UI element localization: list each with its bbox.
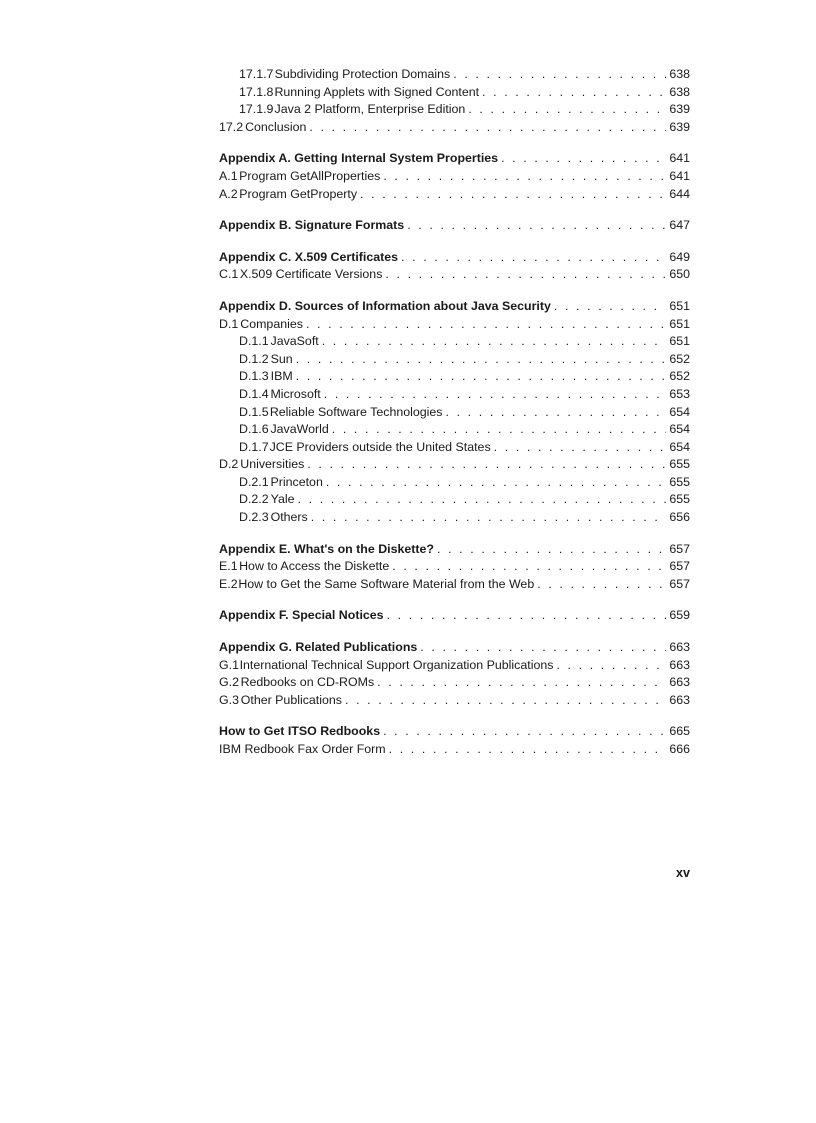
dot-leader [345, 692, 666, 710]
toc-entry-page: 666 [669, 742, 690, 756]
toc-entry [219, 491, 690, 509]
toc-entry [219, 657, 690, 675]
toc-entry-page: 665 [669, 724, 690, 739]
toc-entry-page: 656 [669, 510, 690, 525]
toc-entry [219, 386, 690, 404]
toc-entry-title: Appendix F. Special Notices [219, 608, 384, 623]
toc-entry-page: 655 [669, 457, 690, 472]
toc-entry-title: Sun [270, 351, 293, 366]
toc-entry-title: Appendix D. Sources of Information about Java Security [219, 298, 551, 313]
dot-leader [420, 639, 666, 657]
toc-entry-title: Appendix A. Getting Internal System Properties [219, 151, 499, 166]
toc-entry-number: D.1.4 [239, 386, 269, 401]
toc-entry [219, 316, 690, 334]
dot-leader [453, 66, 666, 84]
toc-entry-page: 651 [669, 316, 690, 331]
toc-entry-title: Other Publications [240, 692, 342, 707]
toc-entry [219, 741, 690, 759]
toc-entry-page: 655 [669, 492, 690, 507]
toc-entry-page: 654 [669, 439, 690, 454]
dot-leader [383, 723, 666, 741]
toc-entry-title: International Technical Support Organization Publications [239, 657, 554, 672]
toc-entry-number: 17.1.7 [239, 67, 274, 81]
dot-leader [306, 316, 666, 334]
toc-entry-number: G.3 [219, 692, 239, 707]
toc-entry-number: D.1.6 [239, 422, 269, 437]
toc-entry-title: How to Get the Same Software Material from the Web [238, 576, 535, 591]
toc-entry-number: G.2 [219, 675, 239, 690]
toc-entry-page: 663 [669, 675, 690, 690]
toc-entry-number: A.1 [219, 168, 238, 183]
toc-entry [219, 509, 690, 527]
toc-entry-number: D.2 [219, 457, 239, 472]
toc-entry [219, 119, 690, 137]
toc-entry-number: D.2.3 [239, 510, 269, 525]
dot-leader [389, 741, 667, 759]
toc-entry-title: How to Get ITSO Redbooks [219, 724, 381, 739]
dot-leader [332, 421, 667, 439]
toc-entry [219, 456, 690, 474]
toc-entry-number: 17.2 [219, 119, 244, 134]
toc-entry-title: Princeton [270, 474, 323, 489]
toc-entry-number: 17.1.8 [239, 84, 274, 99]
toc-entry-page: 651 [669, 334, 690, 349]
toc-entry-number: D.1.1 [239, 334, 269, 349]
toc-entry-title: JavaWorld [270, 422, 329, 437]
toc-entry-number: 17.1.9 [239, 102, 274, 117]
toc-entry-title: Yale [270, 492, 295, 507]
toc-appendix-entry [219, 639, 690, 657]
toc-entry-page: 639 [669, 102, 690, 117]
toc-entry-title: JavaSoft [270, 334, 319, 349]
toc-entry-title: Program GetProperty [239, 186, 358, 201]
dot-leader [322, 333, 667, 351]
toc-appendix-entry [219, 298, 690, 316]
dot-leader [296, 351, 667, 369]
dot-leader [296, 368, 667, 386]
toc-entry [219, 186, 690, 204]
toc-entry-number: D.1.2 [239, 351, 269, 366]
toc-entry-page: 651 [669, 298, 690, 313]
toc-entry-title: Companies [240, 316, 303, 331]
toc-entry [219, 692, 690, 710]
toc-entry [219, 266, 690, 284]
dot-leader [309, 119, 666, 137]
toc-appendix-entry [219, 217, 690, 235]
dot-leader [377, 674, 666, 692]
dot-leader [360, 186, 666, 204]
dot-leader [554, 298, 666, 316]
toc-entry-title: Program GetAllProperties [239, 168, 381, 183]
toc-entry [219, 474, 690, 492]
toc-entry-title: JCE Providers outside the United States [269, 439, 491, 454]
toc-entry-number: D.1.3 [239, 369, 269, 384]
dot-leader [468, 101, 666, 119]
toc-entry-page: 657 [669, 559, 690, 574]
toc-entry [219, 351, 690, 369]
dot-leader [407, 217, 666, 235]
toc-entry-number: D.1.7 [239, 439, 269, 454]
dot-leader [501, 150, 666, 168]
toc-entry-title: Java 2 Platform, Enterprise Edition [274, 102, 466, 117]
toc-entry-page: 654 [669, 404, 690, 419]
toc-entry-page: 663 [669, 657, 690, 672]
dot-leader [298, 491, 667, 509]
toc-entry-number: E.2 [219, 576, 238, 591]
toc-entry [219, 84, 690, 102]
toc-entry-page: 647 [669, 218, 690, 233]
toc-entry [219, 674, 690, 692]
toc-entry-page: 655 [669, 474, 690, 489]
toc-entry [219, 576, 690, 594]
toc-entry-page: 639 [669, 119, 690, 134]
toc-entry-page: 657 [669, 541, 690, 556]
toc-entry-title: Appendix E. What's on the Diskette? [219, 541, 434, 556]
dot-leader [482, 84, 666, 102]
toc-entry-page: 641 [669, 151, 690, 166]
toc-entry-title: Redbooks on CD-ROMs [240, 675, 375, 690]
toc-entry [219, 404, 690, 422]
toc-entry-page: 654 [669, 422, 690, 437]
toc-entry-page: 657 [669, 576, 690, 591]
toc-entry-title: X.509 Certificate Versions [239, 267, 383, 282]
toc-entry-title: How to Access the Diskette [239, 559, 390, 574]
dot-leader [446, 404, 667, 422]
dot-leader [383, 168, 666, 186]
toc-entry-title: Microsoft [270, 386, 321, 401]
toc-appendix-entry [219, 150, 690, 168]
toc-entry-title: Conclusion [245, 119, 307, 134]
dot-leader [385, 266, 666, 284]
toc-entry-page: 649 [669, 249, 690, 264]
toc-entry [219, 66, 690, 84]
toc-entry [219, 333, 690, 351]
toc-entry [219, 168, 690, 186]
dot-leader [537, 576, 666, 594]
dot-leader [311, 509, 667, 527]
toc-entry [219, 558, 690, 576]
toc-entry-page: 663 [669, 640, 690, 655]
page-number: xv [676, 866, 691, 880]
toc-entry-number: C.1 [219, 267, 239, 282]
toc-entry-page: 638 [669, 84, 690, 99]
toc-entry-number: D.1.5 [239, 404, 269, 419]
toc-entry-number: G.1 [219, 657, 239, 672]
toc-entry-title: Reliable Software Technologies [269, 404, 443, 419]
dot-leader [326, 474, 666, 492]
toc-appendix-entry [219, 249, 690, 267]
toc-entry-title: Appendix C. X.509 Certificates [219, 249, 399, 264]
toc-appendix-entry [219, 607, 690, 625]
toc-entry-title: IBM [270, 369, 293, 384]
toc-entry-page: 653 [669, 386, 690, 401]
toc-entry-title: IBM Redbook Fax Order Form [219, 742, 386, 756]
toc-entry-title: Universities [240, 457, 305, 472]
dot-leader [401, 249, 666, 267]
dot-leader [556, 657, 666, 675]
dot-leader [387, 607, 667, 625]
toc-entry-title: Running Applets with Signed Content [274, 84, 480, 99]
toc-entry-title: Subdividing Protection Domains [274, 67, 451, 81]
dot-leader [392, 558, 666, 576]
toc-entry [219, 101, 690, 119]
dot-leader [437, 541, 666, 559]
toc-entry-title: Appendix G. Related Publications [219, 640, 418, 655]
dot-leader [494, 439, 667, 457]
toc-entry-page: 663 [669, 692, 690, 707]
toc-entry-page: 652 [669, 351, 690, 366]
toc-entry-title: Others [270, 510, 308, 525]
toc-entry-number: E.1 [219, 559, 238, 574]
toc-entry-page: 644 [669, 186, 690, 201]
dot-leader [324, 386, 667, 404]
toc-appendix-entry [219, 723, 690, 741]
table-of-contents [219, 66, 690, 759]
toc-entry-page: 638 [669, 67, 690, 81]
toc-entry [219, 439, 690, 457]
toc-entry-number: A.2 [219, 186, 238, 201]
toc-entry [219, 421, 690, 439]
toc-entry-page: 650 [669, 267, 690, 282]
toc-entry-number: D.2.2 [239, 492, 269, 507]
toc-entry-page: 652 [669, 369, 690, 384]
toc-entry-page: 659 [669, 608, 690, 623]
toc-entry [219, 368, 690, 386]
toc-entry-number: D.1 [219, 316, 239, 331]
toc-entry-page: 641 [669, 168, 690, 183]
dot-leader [307, 456, 666, 474]
toc-entry-title: Appendix B. Signature Formats [219, 218, 405, 233]
toc-appendix-entry [219, 541, 690, 559]
toc-entry-number: D.2.1 [239, 474, 269, 489]
